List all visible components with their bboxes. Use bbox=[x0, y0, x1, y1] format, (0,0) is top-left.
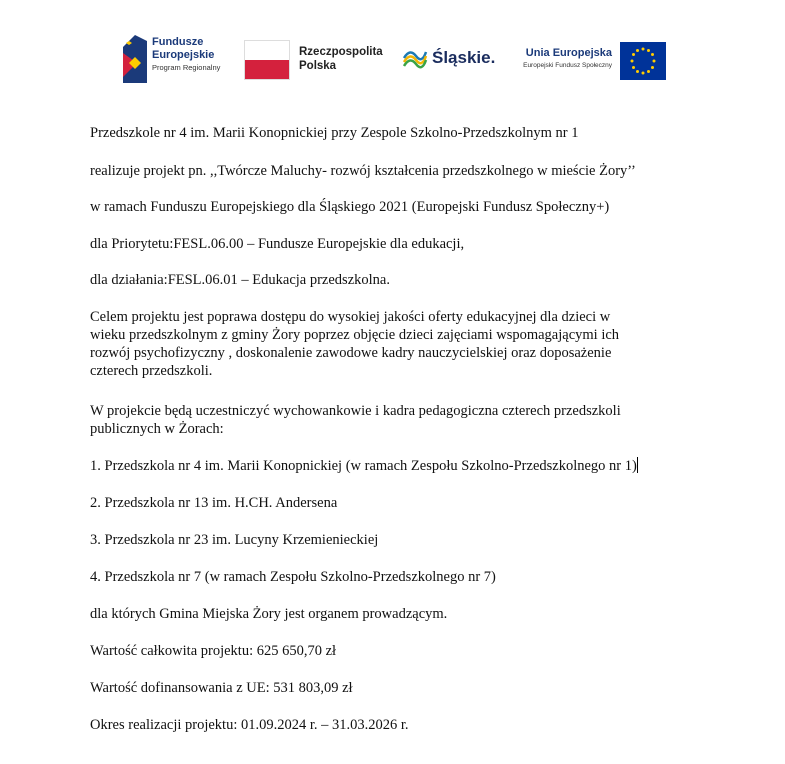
rzeczpospolita-logo bbox=[244, 40, 384, 82]
list-item-3: 3. Przedszkola nr 23 im. Lucyny Krzemienieckiej bbox=[90, 532, 379, 548]
slaskie-logo bbox=[402, 44, 502, 76]
paragraph-6-line1: Celem projektu jest poprawa dostępu do wysokiej jakości oferty edukacyjnej dla dzieci w bbox=[90, 309, 611, 325]
slaskie-waves-icon bbox=[402, 44, 428, 72]
fundusze-europejskie-logo bbox=[121, 33, 231, 85]
paragraph-2: realizuje projekt pn. ,,Twórcze Maluchy- rozwój kształcenia przedszkolnego w mieście Żory’’ bbox=[90, 163, 636, 179]
ue-line1: Unia Europejska bbox=[525, 47, 612, 59]
total-value: Wartość całkowita projektu: 625 650,70 zł bbox=[90, 643, 337, 659]
paragraph-5: dla działania:FESL.06.01 – Edukacja przedszkolna. bbox=[90, 272, 390, 288]
eu-funding-value: Wartość dofinansowania z UE: 531 803,09 zł bbox=[90, 680, 353, 696]
paragraph-6 bbox=[90, 308, 619, 380]
text-cursor bbox=[637, 457, 638, 473]
unia-europejska-logo bbox=[514, 40, 669, 82]
paragraph-7 bbox=[90, 402, 621, 438]
project-period: Okres realizacji projektu: 01.09.2024 r. – 31.03.2026 r. bbox=[90, 717, 409, 733]
polish-flag-icon bbox=[244, 40, 290, 80]
ue-line2: Europejski Fundusz Społeczny bbox=[523, 62, 612, 69]
fe-line2: Europejskie bbox=[152, 49, 215, 61]
list-item-4: 4. Przedszkola nr 7 (w ramach Zespołu Szkolno-Przedszkolnego nr 7) bbox=[90, 569, 496, 585]
eu-flag-icon bbox=[620, 42, 666, 80]
rp-line1: Rzeczpospolita bbox=[299, 46, 383, 58]
fe-line3: Program Regionalny bbox=[152, 63, 221, 72]
slaskie-label: Śląskie. bbox=[432, 48, 496, 67]
paragraph-6-line2: wieku przedszkolnym z gminy Żory poprzez objęcie dzieci zajęciami wspomagającymi ich bbox=[90, 327, 620, 343]
paragraph-1: Przedszkole nr 4 im. Marii Konopnickiej przy Zespole Szkolno-Przedszkolnym nr 1 bbox=[90, 125, 579, 141]
fe-line1: Fundusze bbox=[152, 36, 204, 48]
paragraph-6-line3: rozwój psychofizyczny , doskonalenie zawodowe kadry nauczycielskiej oraz doposażenie bbox=[90, 345, 612, 361]
list-item-1-text: 1. Przedszkola nr 4 im. Marii Konopnickiej (w ramach Zespołu Szkolno-Przedszkolnego nr 1) bbox=[90, 458, 637, 474]
paragraph-7-line2: publicznych w Żorach: bbox=[90, 421, 224, 437]
paragraph-8: dla których Gmina Miejska Żory jest organem prowadzącym. bbox=[90, 606, 448, 622]
logo-bar bbox=[0, 0, 785, 100]
fe-star-icon bbox=[121, 33, 149, 85]
list-item-1[interactable] bbox=[90, 457, 638, 475]
paragraph-4: dla Priorytetu:FESL.06.00 – Fundusze Europejskie dla edukacji, bbox=[90, 236, 465, 252]
paragraph-7-line1: W projekcie będą uczestniczyć wychowankowie i kadra pedagogiczna czterech przedszkoli bbox=[90, 403, 621, 419]
rp-line2: Polska bbox=[299, 60, 337, 72]
paragraph-3: w ramach Funduszu Europejskiego dla Śląskiego 2021 (Europejski Fundusz Społeczny+) bbox=[90, 199, 610, 215]
paragraph-6-line4: czterech przedszkoli. bbox=[90, 363, 213, 379]
list-item-2: 2. Przedszkola nr 13 im. H.CH. Andersena bbox=[90, 495, 338, 511]
